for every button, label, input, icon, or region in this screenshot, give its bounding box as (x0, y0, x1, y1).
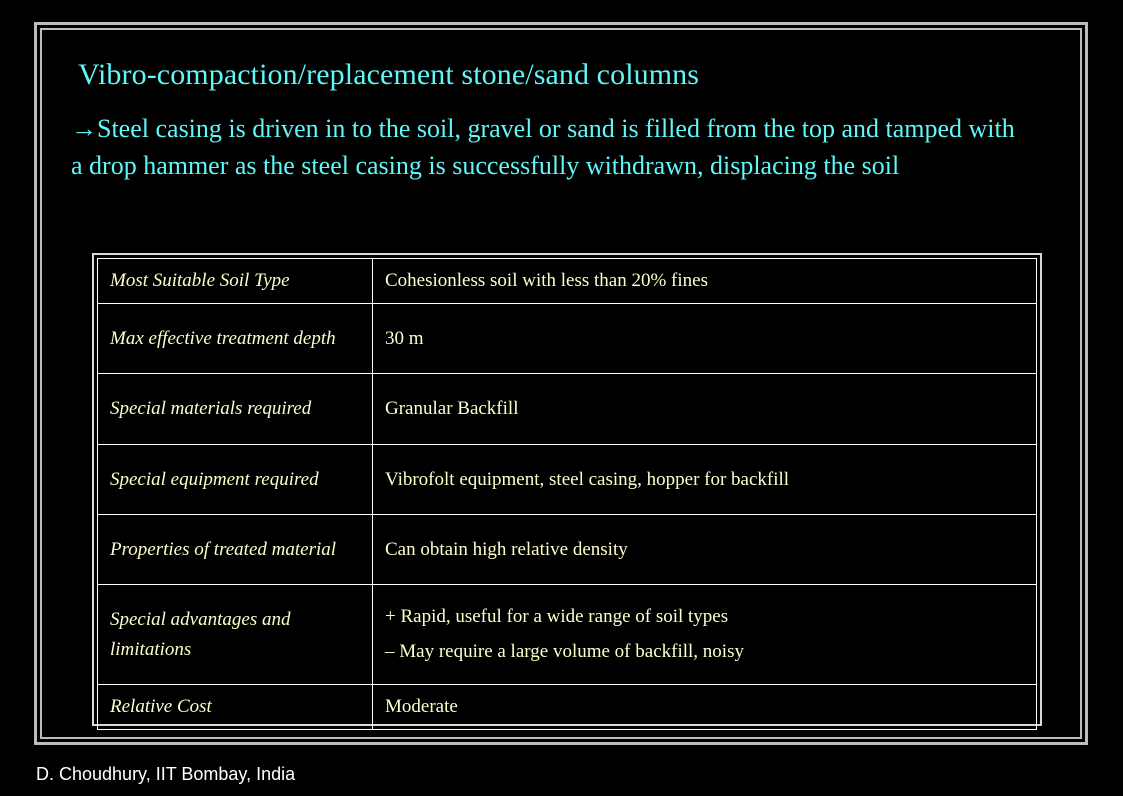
table-row (98, 585, 1037, 685)
value-line: 30 m (385, 327, 424, 349)
row-label: Most Suitable Soil Type (98, 259, 373, 304)
row-value (373, 445, 1037, 515)
row-value (373, 685, 1037, 730)
row-value (373, 304, 1037, 374)
row-value (373, 374, 1037, 445)
row-label: Special equipment required (98, 445, 373, 515)
table-row (98, 515, 1037, 585)
row-label: Properties of treated material (98, 515, 373, 585)
value-line: Vibrofolt equipment, steel casing, hopper for backfill (385, 468, 790, 490)
row-label: Special materials required (98, 374, 373, 445)
row-label: Relative Cost (98, 685, 373, 730)
row-label: Max effective treatment depth (98, 304, 373, 374)
table-row (98, 259, 1037, 304)
value-line: Granular Backfill (385, 398, 519, 419)
properties-table-frame (92, 253, 1042, 726)
value-line: Moderate (385, 696, 458, 717)
slide-subtitle: →Steel casing is driven in to the soil, gravel or sand is filled from the top and tamped with a drop hammer as the steel casing is successfully withdrawn, displacing the soil (71, 114, 1015, 180)
table-row (98, 685, 1037, 730)
row-label: Special advantages and limitations (98, 585, 373, 685)
row-value (373, 585, 1037, 685)
table-row (98, 445, 1037, 515)
value-line: Can obtain high relative density (385, 538, 628, 560)
value-line: Cohesionless soil with less than 20% fines (385, 270, 708, 291)
row-value (373, 515, 1037, 585)
table-row (98, 374, 1037, 445)
advantage-line: + Rapid, useful for a wide range of soil types (385, 606, 729, 627)
row-value (373, 259, 1037, 304)
limitation-line: – May require a large volume of backfill, noisy (385, 641, 744, 662)
footer-credit: D. Choudhury, IIT Bombay, India (36, 764, 296, 784)
properties-table (97, 258, 1037, 730)
table-row (98, 304, 1037, 374)
slide-title: Vibro-compaction/replacement stone/sand columns (78, 58, 700, 91)
